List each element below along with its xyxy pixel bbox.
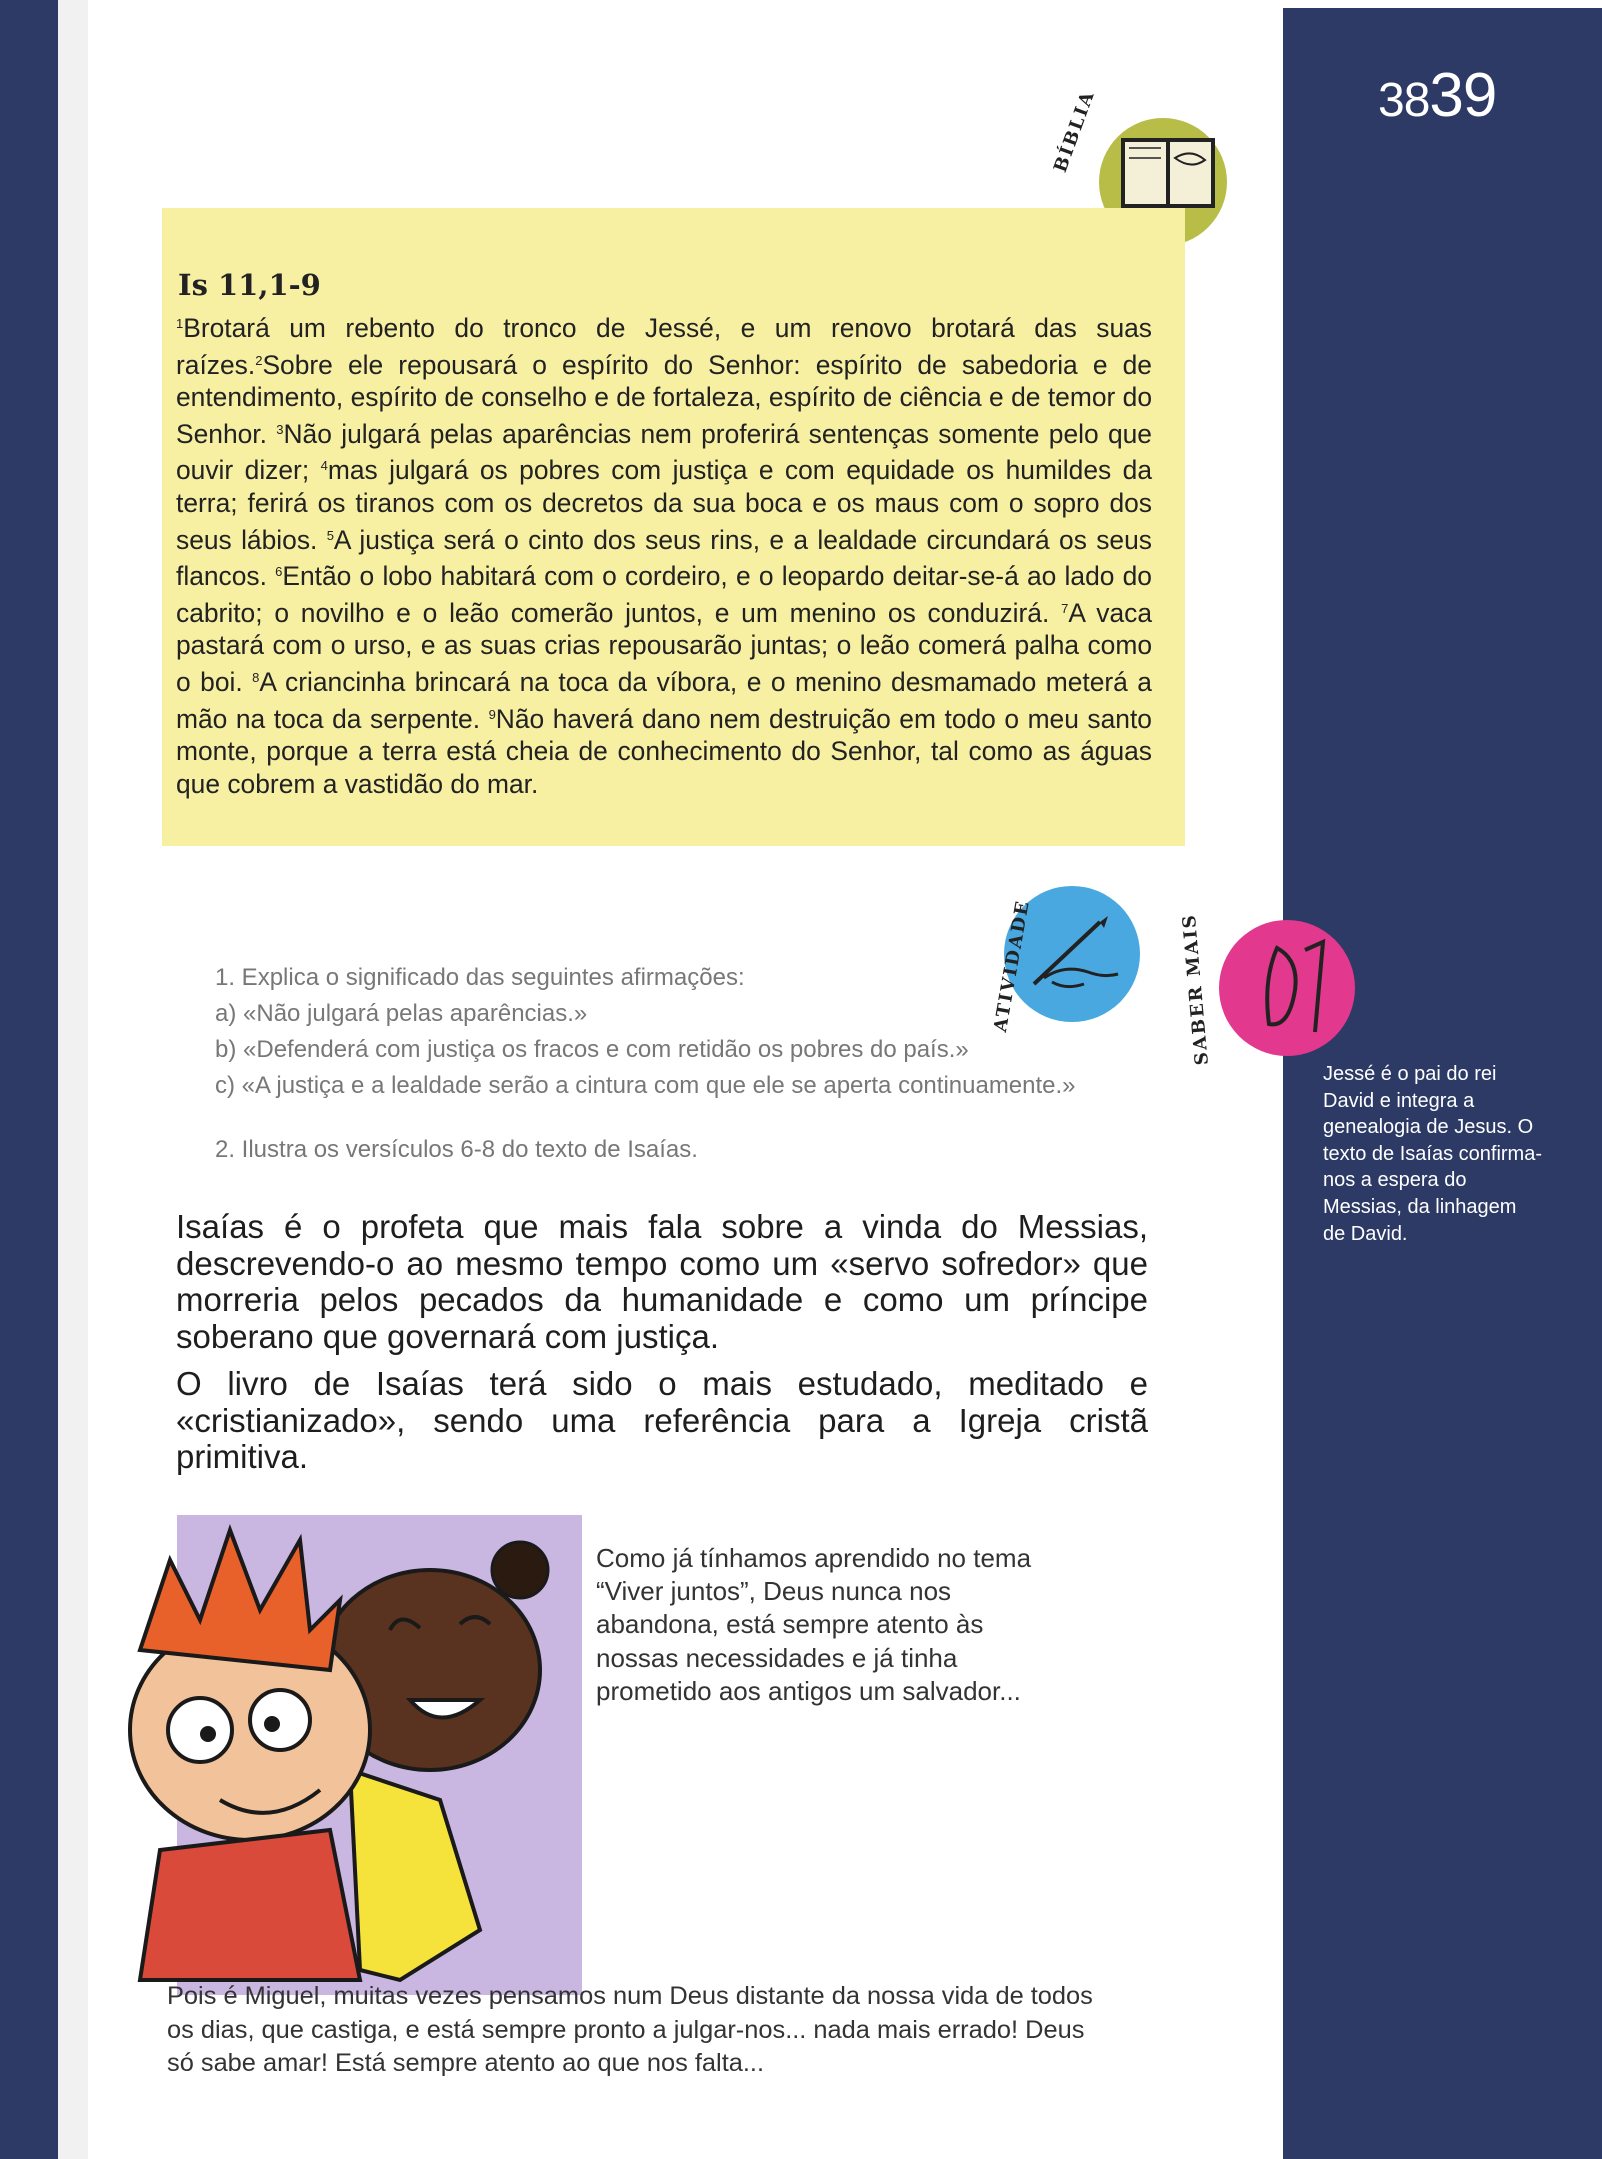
verse-text: Brotará um rebento do tronco de Jessé, e um renovo brotará das suas raízes. <box>176 313 1152 380</box>
verse-text: A criancinha brincará na toca da víbora, e o menino desmamado meterá a mão na toca da serpente. <box>176 666 1152 734</box>
verse-number: 1 <box>176 316 184 331</box>
verse-number: 8 <box>252 669 260 685</box>
bible-text <box>176 308 1152 800</box>
verse-number: 5 <box>326 527 334 543</box>
page-number-left: 38 <box>1378 74 1430 127</box>
verse-number: 2 <box>255 352 263 368</box>
verse-number: 3 <box>276 421 284 437</box>
bible-reference: Is 11,1-9 <box>178 268 321 302</box>
verse-text: A justiça será o cinto dos seus rins, e a lealdade circundará os seus flancos. <box>176 524 1152 592</box>
more-info-badge-label: SABER MAIS <box>1178 912 1213 1066</box>
sidebar-note: Jessé é o pai do rei David e integra a genealogia de Jesus. O texto de Isaías confirma-nos a espera do Messias, da linhagem de David. <box>1323 1063 1542 1245</box>
page-number-right: 39 <box>1429 61 1497 130</box>
question-1: 1. Explica o significado das seguintes afirmações: <box>215 964 745 991</box>
question-1a: a) «Não julgará pelas aparências.» <box>215 1000 588 1027</box>
isaias-paragraph-1: Isaías é o profeta que mais fala sobre a vinda do Messias, descrevendo-o ao mesmo tempo como um «servo sofredor» que morreria pelos pecados da humanidade e como um príncipe soberano que governará com justiça. <box>176 1208 1148 1355</box>
number-01-icon <box>1219 920 1355 1056</box>
verse-number: 4 <box>320 458 328 474</box>
question-1c: c) «A justiça e a lealdade serão a cintura com que ele se aperta continuamente.» <box>215 1072 1076 1099</box>
question-2: 2. Ilustra os versículos 6-8 do texto de Isaías. <box>215 1136 698 1163</box>
isaias-explanation <box>176 1209 1148 1487</box>
bible-badge-label: BÍBLIA <box>1050 87 1100 176</box>
verse-text: Então o lobo habitará com o cordeiro, e o leopardo deitar-se-á ao lado do cabrito; o novilho e o leão comerão juntos, e um menino os conduzirá. <box>176 561 1152 628</box>
verse-text: Sobre ele repousará o espírito do Senhor: espírito de sabedoria e de entendimento, espírito de conselho e de fortaleza, espírito de ciência e de temor do Senhor. <box>176 349 1152 449</box>
verse-text: Não haverá dano nem destruição em todo o meu santo monte, porque a terra está cheia de conhecimento do Senhor, tal como as águas que cobrem a vastidão do mar. <box>176 703 1152 799</box>
activity-badge-label: ATIVIDADE <box>990 897 1034 1034</box>
cartoon-speech-text: Como já tínhamos aprendido no tema “Viver juntos”, Deus nunca nos abandona, está sempre atento às nossas necessidades e já tinha prometido aos antigos um salvador... <box>596 1543 1032 1706</box>
verse-number: 6 <box>275 564 283 580</box>
left-margin-gap <box>58 0 88 2159</box>
verse-text: mas julgará os pobres com justiça e com equidade os humildes da terra; ferirá os tiranos com os decretos da sua boca e os maus com o sopro dos seus lábios. <box>176 455 1152 555</box>
verse-number: 7 <box>1061 600 1069 616</box>
page-number <box>1378 60 1496 131</box>
verse-number: 9 <box>488 706 496 722</box>
verse-text: Não julgará pelas aparências nem proferirá sentenças somente pelo que ouvir dizer; <box>176 418 1152 486</box>
more-info-badge <box>1219 920 1355 1056</box>
footer-text: Pois é Miguel, muitas vezes pensamos num Deus distante da nossa vida de todos os dias, que castiga, e está sempre pronto a julgar-nos... nada mais errado! Deus só sabe amar! Está sempre atento ao que nos falta... <box>167 1982 1093 2077</box>
verse-text: A vaca pastará com o urso, e as suas crias repousarão juntas; o leão comerá palha como o boi. <box>176 597 1152 697</box>
question-1b: b) «Defenderá com justiça os fracos e com retidão os pobres do país.» <box>215 1036 969 1063</box>
children-cartoon-illustration <box>100 1500 660 2000</box>
activity-questions <box>215 960 1076 1168</box>
isaias-paragraph-2: O livro de Isaías terá sido o mais estudado, meditado e «cristianizado», sendo uma referência para a Igreja cristã primitiva. <box>176 1365 1148 1475</box>
